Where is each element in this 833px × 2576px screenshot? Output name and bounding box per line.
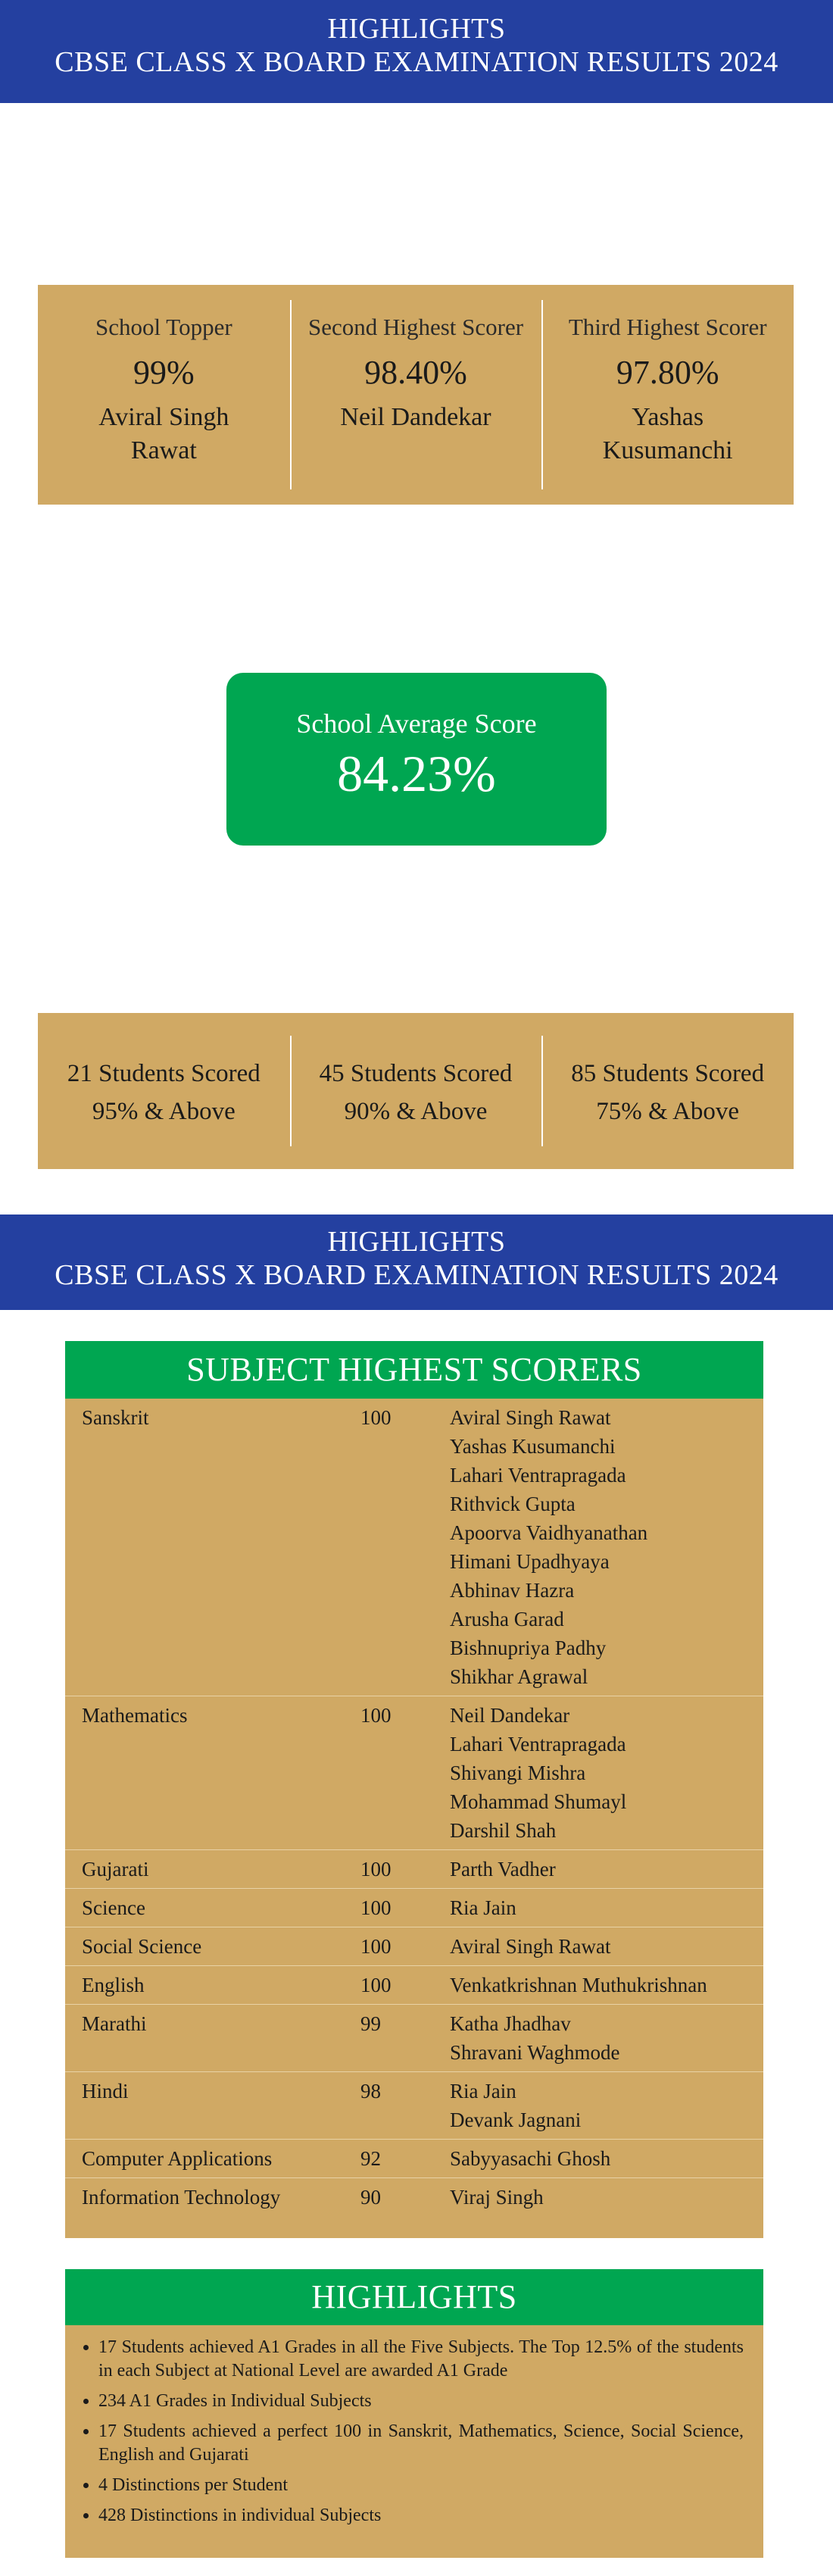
scorer-names	[450, 1696, 763, 1850]
banner-title: HIGHLIGHTS	[327, 1226, 506, 1258]
count-line: 85 Students Scored	[571, 1060, 765, 1087]
table-row	[65, 1399, 763, 1696]
subject-name: Mathematics	[65, 1696, 360, 1850]
count-card	[541, 1013, 794, 1169]
table-row	[65, 2178, 763, 2217]
table-row	[65, 2140, 763, 2178]
average-value: 84.23%	[337, 745, 496, 802]
scorer-name: Katha Jhadhav	[450, 2012, 571, 2035]
scorer-name: Aviral Singh Rawat	[450, 1406, 611, 1429]
scorer-name: Mohammad Shumayl	[450, 1790, 627, 1813]
scorer-name: Viraj Singh	[450, 2186, 544, 2209]
scorer-names	[450, 1966, 763, 2005]
table-row	[65, 2005, 763, 2072]
third-scorer-card	[541, 285, 794, 505]
scorer-name: Bishnupriya Padhy	[450, 1637, 607, 1659]
count-threshold: 95% & Above	[92, 1097, 236, 1125]
scorer-name: Lahari Ventrapragada	[450, 1733, 626, 1755]
highlight-item: • 4 Distinctions per Student	[98, 2474, 744, 2497]
topper-role: Third Highest Scorer	[568, 314, 767, 340]
scorer-name: Rithvick Gupta	[450, 1493, 576, 1515]
topper-score: 99%	[133, 354, 195, 391]
scorer-name: Darshil Shah	[450, 1819, 557, 1842]
subject-score: 100	[360, 1966, 450, 2005]
scorer-name: Arusha Garad	[450, 1608, 564, 1630]
topper-score: 97.80%	[616, 354, 719, 391]
count-card	[290, 1013, 542, 1169]
topper-role: Second Highest Scorer	[307, 314, 524, 340]
scorer-name: Lahari Ventrapragada	[450, 1464, 626, 1487]
scorer-name: Yashas Kusumanchi	[450, 1435, 616, 1458]
scorer-name: Neil Dandekar	[450, 1704, 570, 1727]
count-line: 21 Students Scored	[67, 1060, 261, 1087]
highlights-title: HIGHLIGHTS	[65, 2269, 763, 2325]
scorer-name: Shikhar Agrawal	[450, 1665, 588, 1688]
table-row	[65, 1696, 763, 1850]
banner-title: HIGHLIGHTS	[327, 13, 506, 45]
scorer-name: Apoorva Vaidhyanathan	[450, 1521, 648, 1544]
subject-name: Marathi	[65, 2005, 360, 2072]
subject-score: 100	[360, 1696, 450, 1850]
subject-score: 99	[360, 2005, 450, 2072]
subject-score: 100	[360, 1927, 450, 1966]
topper-name: Neil Dandekar	[340, 403, 491, 431]
subject-name: Sanskrit	[82, 1406, 149, 1429]
scorer-name: Himani Upadhyaya	[450, 1550, 610, 1573]
scorer-name: Shivangi Mishra	[450, 1762, 586, 1784]
topper-name: Aviral Singh Rawat	[98, 403, 229, 465]
subject-score: 98	[360, 2072, 450, 2140]
table-row	[65, 1850, 763, 1889]
table-row	[65, 1966, 763, 2005]
banner-subtitle: CBSE CLASS X BOARD EXAMINATION RESULTS 2024	[55, 1259, 778, 1291]
subject-scorers-panel	[65, 1341, 763, 2238]
second-scorer-card	[290, 285, 542, 505]
table-row	[65, 2072, 763, 2140]
subject-name: Science	[65, 1889, 360, 1927]
banner-subtitle: CBSE CLASS X BOARD EXAMINATION RESULTS 2024	[55, 46, 778, 78]
subject-name: Gujarati	[65, 1850, 360, 1889]
scorer-names	[450, 2178, 763, 2217]
count-line: 45 Students Scored	[319, 1060, 513, 1087]
highlight-item: • 17 Students achieved a perfect 100 in Sanskrit, Mathematics, Science, Social Science, English and Gujarati	[98, 2420, 744, 2467]
scorer-names	[450, 2072, 763, 2140]
topper-role: School Topper	[95, 314, 232, 340]
highlight-item: • 17 Students achieved A1 Grades in all the Five Subjects. The Top 12.5% of the students in each Subject at National Level are awarded A1 Grade	[98, 2336, 744, 2383]
topper-name: Yashas Kusumanchi	[602, 403, 733, 465]
table-row	[65, 1927, 763, 1966]
toppers-panel	[38, 285, 794, 505]
scorer-names	[450, 2140, 763, 2178]
scorer-names	[450, 1889, 763, 1927]
scorer-names	[450, 1850, 763, 1889]
subject-name: Computer Applications	[65, 2140, 360, 2178]
average-label: School Average Score	[296, 708, 537, 739]
subject-name: Hindi	[65, 2072, 360, 2140]
scorer-name: Venkatkrishnan Muthukrishnan	[450, 1974, 707, 1996]
subject-scorers-title: SUBJECT HIGHEST SCORERS	[65, 1341, 763, 1399]
subject-score: 100	[360, 1889, 450, 1927]
scorer-name: Ria Jain	[450, 1896, 516, 1919]
scorer-name: Abhinav Hazra	[450, 1579, 575, 1602]
scorer-name: Aviral Singh Rawat	[450, 1935, 611, 1958]
count-threshold: 75% & Above	[596, 1097, 740, 1125]
scorer-name: Devank Jagnani	[450, 2109, 582, 2131]
table-row	[65, 1889, 763, 1927]
subject-score: 100	[360, 1406, 392, 1429]
scorer-names	[450, 1927, 763, 1966]
highlight-item: • 234 A1 Grades in Individual Subjects	[98, 2390, 744, 2413]
highlights-panel	[65, 2269, 763, 2558]
school-average-card	[226, 673, 607, 846]
section-banner	[0, 1215, 833, 1310]
subject-scorers-table	[65, 1399, 763, 2216]
header-banner	[0, 0, 833, 103]
highlight-item: • 428 Distinctions in individual Subjects	[98, 2504, 744, 2528]
subject-name: English	[65, 1966, 360, 2005]
count-card	[38, 1013, 290, 1169]
subject-score: 90	[360, 2178, 450, 2217]
subject-score: 92	[360, 2140, 450, 2178]
subject-score: 100	[360, 1850, 450, 1889]
scorer-names	[450, 1399, 763, 1696]
score-counts-panel	[38, 1013, 794, 1169]
topper-card	[38, 285, 290, 505]
scorer-name: Shravani Waghmode	[450, 2041, 620, 2064]
scorer-name: Ria Jain	[450, 2080, 516, 2102]
subject-name: Social Science	[65, 1927, 360, 1966]
scorer-names	[450, 2005, 763, 2072]
count-threshold: 90% & Above	[344, 1097, 488, 1125]
topper-score: 98.40%	[364, 354, 467, 391]
subject-name: Information Technology	[65, 2178, 360, 2217]
scorer-name: Parth Vadher	[450, 1858, 556, 1880]
scorer-name: Sabyyasachi Ghosh	[450, 2147, 611, 2170]
highlights-list	[65, 2325, 763, 2528]
